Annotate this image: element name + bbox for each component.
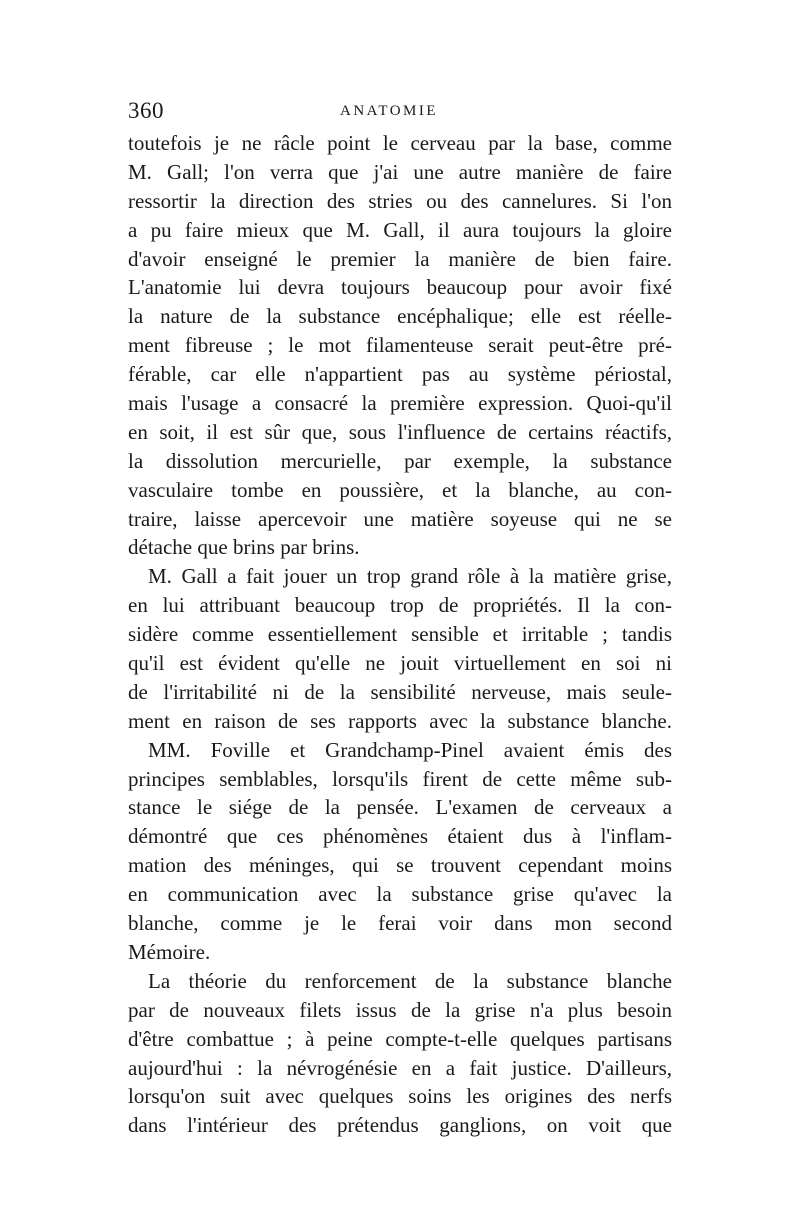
text-line: en lui attribuant beaucoup trop de propriétés. Il la con- bbox=[128, 593, 672, 618]
page-header bbox=[128, 96, 672, 126]
text-line: lorsqu'on suit avec quelques soins les origines des nerfs bbox=[128, 1084, 672, 1109]
text-line: en soit, il est sûr que, sous l'influence de certains réactifs, bbox=[128, 419, 672, 444]
text-line: MM. Foville et Grandchamp-Pinel avaient émis des bbox=[148, 737, 672, 762]
text-line: férable, car elle n'appartient pas au système périostal, bbox=[128, 362, 672, 387]
text-line: de l'irritabilité ni de la sensibilité nerveuse, mais seule- bbox=[128, 679, 672, 704]
body-text bbox=[128, 129, 672, 1140]
text-line: démontré que ces phénomènes étaient dus à l'inflam- bbox=[128, 824, 672, 849]
text-line: toutefois je ne râcle point le cerveau par la base, comme bbox=[128, 131, 672, 155]
text-line: sidère comme essentiellement sensible et irritable ; tandis bbox=[128, 622, 672, 647]
text-line: par de nouveaux filets issus de la grise n'a plus besoin bbox=[128, 997, 672, 1022]
text-line: ressortir la direction des stries ou des cannelures. Si l'on bbox=[128, 188, 672, 213]
text-line: vasculaire tombe en poussière, et la blanche, au con- bbox=[128, 477, 672, 502]
text-line: principes semblables, lorsqu'ils firent de cette même sub- bbox=[128, 766, 672, 791]
paragraph bbox=[128, 736, 672, 967]
text-line: M. Gall a fait jouer un trop grand rôle à la matière grise, bbox=[148, 564, 672, 589]
text-line: ment en raison de ses rapports avec la substance blanche. bbox=[128, 708, 672, 733]
text-line: détache que brins par brins. bbox=[128, 535, 360, 560]
text-line: qu'il est évident qu'elle ne jouit virtuellement en soi ni bbox=[128, 651, 672, 676]
text-line: d'avoir enseigné le premier la manière de bien faire. bbox=[128, 246, 672, 271]
text-line: a pu faire mieux que M. Gall, il aura toujours la gloire bbox=[128, 217, 672, 242]
paragraph bbox=[128, 562, 672, 735]
text-line: blanche, comme je le ferai voir dans mon second bbox=[128, 911, 672, 936]
text-line: mais l'usage a consacré la première expression. Quoi-qu'il bbox=[128, 391, 672, 416]
text-line: Mémoire. bbox=[128, 939, 211, 964]
running-head: ANATOMIE bbox=[340, 103, 439, 119]
text-line: dans l'intérieur des prétendus ganglions, on voit que bbox=[128, 1113, 672, 1138]
text-line: d'être combattue ; à peine compte-t-elle quelques partisans bbox=[128, 1026, 672, 1051]
text-line: traire, laisse apercevoir une matière soyeuse qui ne se bbox=[128, 506, 672, 531]
text-line: aujourd'hui : la névrogénésie en a fait justice. D'ailleurs, bbox=[128, 1055, 672, 1080]
text-line: stance le siége de la pensée. L'examen de cerveaux a bbox=[128, 795, 672, 820]
text-line: la dissolution mercurielle, par exemple, la substance bbox=[128, 448, 672, 473]
text-line: en communication avec la substance grise qu'avec la bbox=[128, 882, 672, 907]
text-line: M. Gall; l'on verra que j'ai une autre manière de faire bbox=[128, 159, 672, 184]
text-line: L'anatomie lui devra toujours beaucoup pour avoir fixé bbox=[128, 275, 672, 300]
text-line: mation des méninges, qui se trouvent cependant moins bbox=[128, 853, 672, 878]
text-line: ment fibreuse ; le mot filamenteuse serait peut-être pré- bbox=[128, 333, 672, 358]
page-number: 360 bbox=[128, 98, 164, 123]
paragraph bbox=[128, 129, 672, 562]
paragraph bbox=[128, 967, 672, 1140]
text-line: La théorie du renforcement de la substance blanche bbox=[148, 968, 672, 993]
text-line: la nature de la substance encéphalique; elle est réelle- bbox=[128, 304, 672, 329]
